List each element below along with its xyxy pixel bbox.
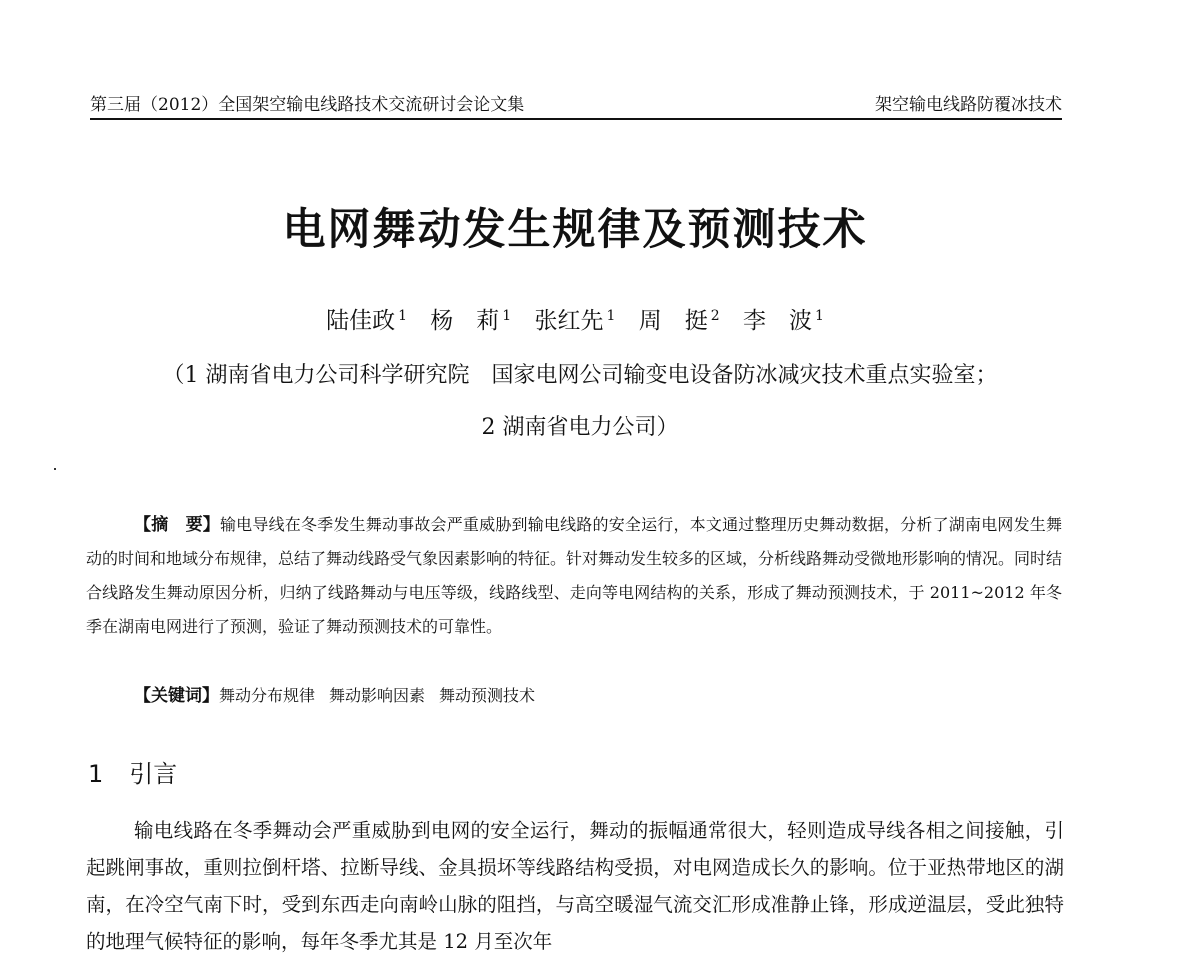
keywords-label: 【关键词】 <box>134 686 219 706</box>
abstract-label: 【摘 要】 <box>134 515 220 535</box>
body-text <box>86 812 1064 960</box>
author-affil-mark: 1 <box>502 308 512 324</box>
header-section-topic: 架空输电线路防覆冰技术 <box>875 95 1062 115</box>
author <box>535 302 616 335</box>
affiliation-line-1: （1 湖南省电力公司科学研究院 国家电网公司输变电设备防冰减灾技术重点实验室； <box>162 363 998 388</box>
author-name: 陆佳政 <box>326 308 396 334</box>
running-header <box>90 88 1062 120</box>
author-name: 杨 莉 <box>430 308 500 334</box>
keyword: 舞动分布规律 <box>219 686 316 705</box>
affiliation-line-2: 2 湖南省电力公司） <box>481 415 679 440</box>
scan-speck <box>54 468 56 470</box>
section-heading <box>88 754 177 789</box>
author-name: 张红先 <box>534 308 604 334</box>
author-affil-mark: 2 <box>710 308 720 324</box>
header-proceedings-title: 第三届（2012）全国架空输电线路技术交流研讨会论文集 <box>90 95 525 115</box>
paper-title: 电网舞动发生规律及预测技术 <box>282 205 868 255</box>
section-number: 1 <box>88 760 104 788</box>
keywords <box>134 681 549 706</box>
author-list <box>0 302 1150 335</box>
author-affil-mark: 1 <box>606 308 616 324</box>
author-name: 李 波 <box>743 308 812 334</box>
author-affil-mark: 1 <box>398 308 407 324</box>
author <box>743 302 824 335</box>
section-title: 引言 <box>129 760 178 788</box>
author-name: 周 挺 <box>638 308 708 334</box>
abstract-text: 输电导线在冬季发生舞动事故会严重威胁到输电线路的安全运行，本文通过整理历史舞动数据，分析了湖南电网发生舞动的时间和地域分布规律，总结了舞动线路受气象因素影响的特征。针对舞动发生较多的区域，分析线路舞动受微地形影响的情况。同时结合线路发生舞动原因分析，归纳了线路舞动与电压等级，线路线型、走向等电网结构的关系，形成了舞动预测技术，于 2011~2012 年冬季在湖南电网进行了预测，验证了舞动预测技术的可靠性。 <box>86 515 1063 636</box>
keyword: 舞动影响因素 <box>329 686 426 705</box>
body-paragraph: 输电线路在冬季舞动会严重威胁到电网的安全运行，舞动的振幅通常很大，轻则造成导线各相之间接触，引起跳闸事故，重则拉倒杆塔、拉断导线、金具损坏等线路结构受损，对电网造成长久的影响。位于亚热带地区的湖南，在冷空气南下时，受到东西走向南岭山脉的阻挡，与高空暖湿气流交汇形成准静止锋，形成逆温层，受此独特的地理气候特征的影响，每年冬季尤其是 12 月至次年 <box>86 819 1064 953</box>
author <box>430 302 511 335</box>
author <box>326 302 407 335</box>
keyword: 舞动预测技术 <box>439 686 536 705</box>
author-affil-mark: 1 <box>815 308 824 324</box>
author <box>639 302 720 335</box>
abstract <box>86 508 1062 644</box>
